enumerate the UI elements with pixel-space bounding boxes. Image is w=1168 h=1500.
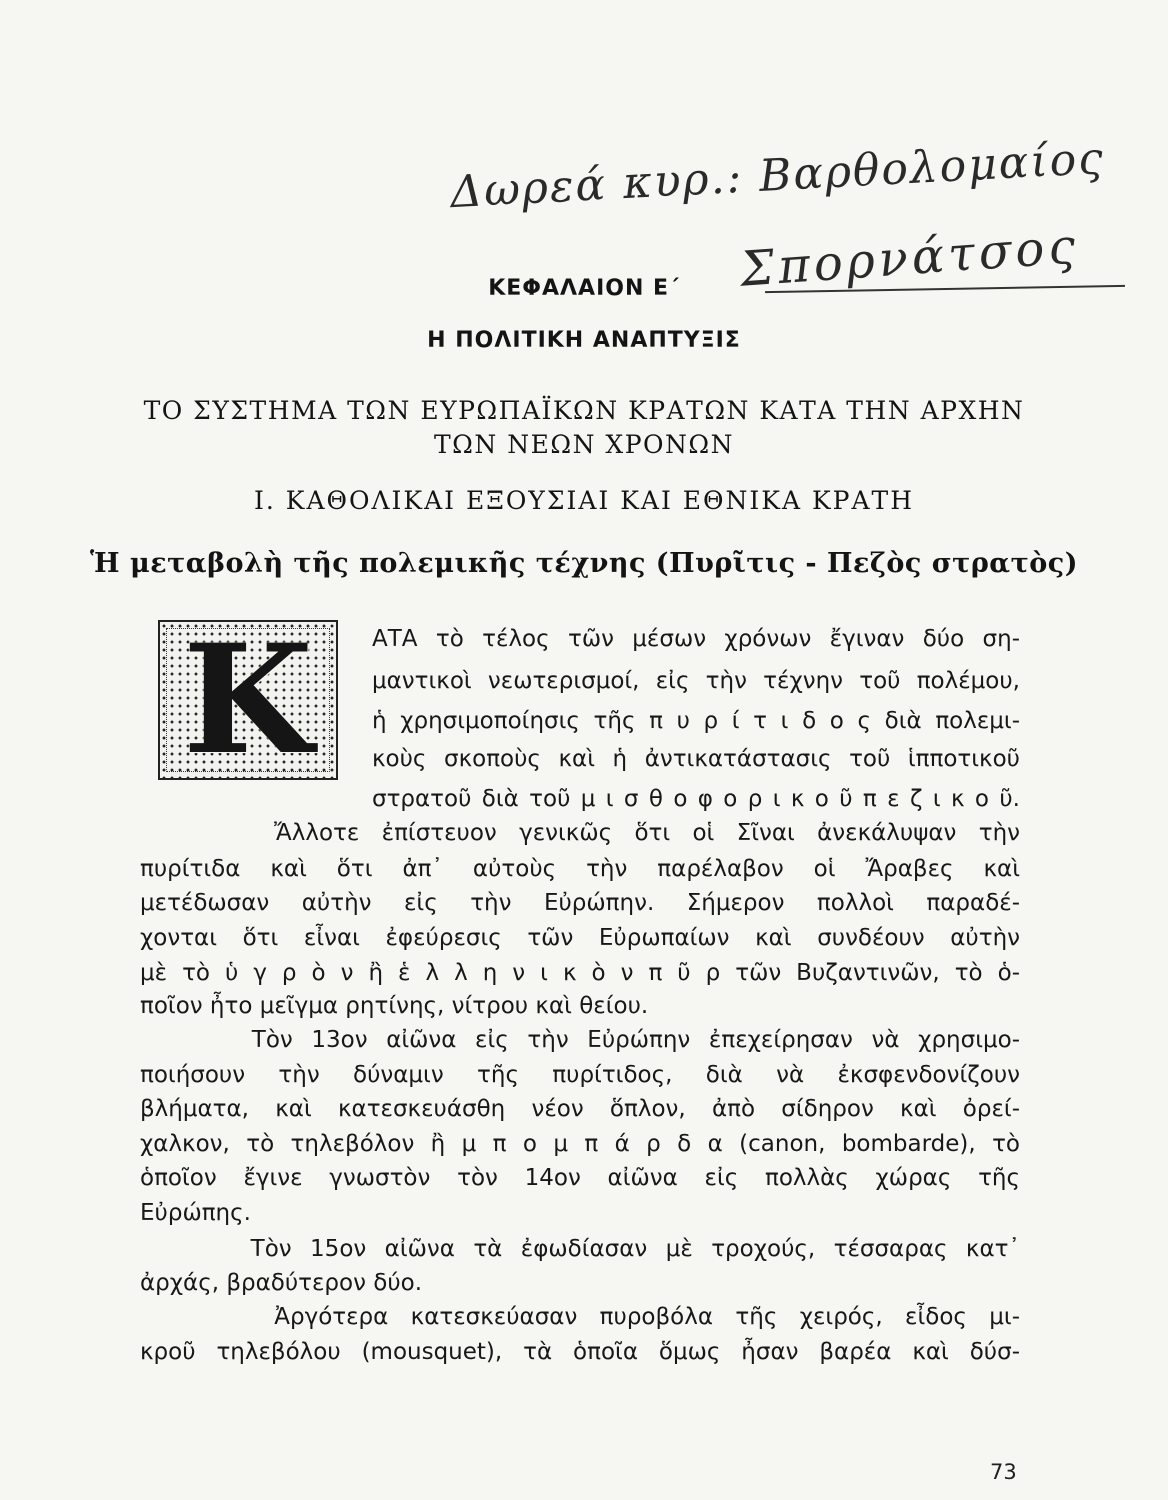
text-line: Εὐρώπης. [140, 1200, 251, 1226]
handwriting-line-2: Σπορνάτσος [738, 218, 1081, 298]
text-line: κροῦ τηλεβόλου (mousquet), τὰ ὁποῖα ὅμως ἦσαν βαρέα καὶ δύσ- [140, 1339, 1020, 1365]
section-title-line-1: ΤΟ ΣΥΣΤΗΜΑ ΤΩΝ ΕΥΡΩΠΑΪΚΩΝ ΚΡΑΤΩΝ ΚΑΤΑ ΤΗΝ ΑΡΧΗΝ [143, 396, 1025, 425]
page-number: 73 [990, 1460, 1017, 1484]
text-line: κοὺς σκοποὺς καὶ ἡ ἀντικατάστασις τοῦ ἱπποτικοῦ [372, 746, 1020, 772]
drop-cap-letter: Κ [182, 612, 314, 788]
text-line: Τὸν 13ον αἰῶνα εἰς τὴν Εὐρώπην ἐπεχείρησαν νὰ χρησιμο- [140, 1027, 1020, 1053]
drop-cap [158, 612, 338, 788]
text-line: Ἀργότερα κατεσκεύασαν πυροβόλα τῆς χειρός, εἶδος μι- [140, 1304, 1020, 1330]
chapter-label: ΚΕΦΑΛΑΙΟΝ Ε΄ [488, 276, 680, 301]
text-line: ποῖον ἦτο μεῖγμα ρητίνης, νίτρου καὶ θείου. [140, 993, 649, 1019]
text-line: στρατοῦ διὰ τοῦ μ ι σ θ ο φ ο ρ ι κ ο ῦ π ε ζ ι κ ο ῦ. [372, 786, 1020, 812]
text-line: ΑΤΑ τὸ τέλος τῶν μέσων χρόνων ἔγιναν δύο ση- [372, 626, 1020, 652]
text-line: χαλκον, τὸ τηλεβόλον ἢ μ π ο μ π ά ρ δ α (canon, bombarde), τὸ [140, 1131, 1020, 1157]
text-line: ὁποῖον ἔγινε γνωστὸν τὸν 14ον αἰῶνα εἰς πολλὰς χώρας τῆς [140, 1165, 1020, 1191]
text-line: πυρίτιδα καὶ ὅτι ἀπ᾽ αὐτοὺς τὴν παρέλαβον οἱ Ἄραβες καὶ [140, 856, 1020, 882]
handwriting-line-1: Δωρεά κυρ.: Βαρθολομαίος [449, 132, 1106, 219]
text-line: μετέδωσαν αὐτὴν εἰς τὴν Εὐρώπην. Σήμερον πολλοὶ παραδέ- [140, 890, 1020, 916]
subsection-heading: Ι. ΚΑΘΟΛΙΚΑΙ ΕΞΟΥΣΙΑΙ ΚΑΙ ΕΘΝΙΚΑ ΚΡΑΤΗ [254, 486, 914, 515]
text-line: μὲ τὸ ὑ γ ρ ὸ ν ἢ ἑ λ λ η ν ι κ ὸ ν π ῦ ρ τῶν Βυζαντινῶν, τὸ ὁ- [140, 960, 1020, 986]
text-line: μαντικοὶ νεωτερισμοί, εἰς τὴν τέχνην τοῦ πολέμου, [372, 668, 1020, 694]
text-line: Τὸν 15ον αἰῶνα τὰ ἐφωδίασαν μὲ τροχούς, τέσσαρας κατ᾽ [140, 1236, 1020, 1262]
section-title-line-2: ΤΩΝ ΝΕΩΝ ΧΡΟΝΩΝ [434, 430, 734, 459]
text-line: ποιήσουν τὴν δύναμιν τῆς πυρίτιδος, διὰ νὰ ἐκσφενδονίζουν [140, 1062, 1020, 1088]
text-line: χονται ὅτι εἶναι ἐφεύρεσις τῶν Εὐρωπαίων καὶ συνδέουν αὐτὴν [140, 925, 1020, 951]
text-line: βλήματα, καὶ κατεσκευάσθη νέον ὅπλον, ἀπὸ σίδηρον καὶ ὀρεί- [140, 1096, 1020, 1122]
topic-heading: Ἡ μεταβολὴ τῆς πολεμικῆς τέχνης (Πυρῖτις - Πεζὸς στρατὸς) [90, 548, 1078, 579]
text-line: ἡ χρησιμοποίησις τῆς π υ ρ ί τ ι δ ο ς διὰ πολεμι- [372, 708, 1020, 734]
text-line: ἀρχάς, βραδύτερον δύο. [140, 1270, 423, 1296]
chapter-title: Η ΠΟΛΙΤΙΚΗ ΑΝΑΠΤΥΞΙΣ [427, 328, 741, 353]
text-line: Ἄλλοτε ἐπίστευον γενικῶς ὅτι οἱ Σῖναι ἀνεκάλυψαν τὴν [140, 820, 1020, 846]
